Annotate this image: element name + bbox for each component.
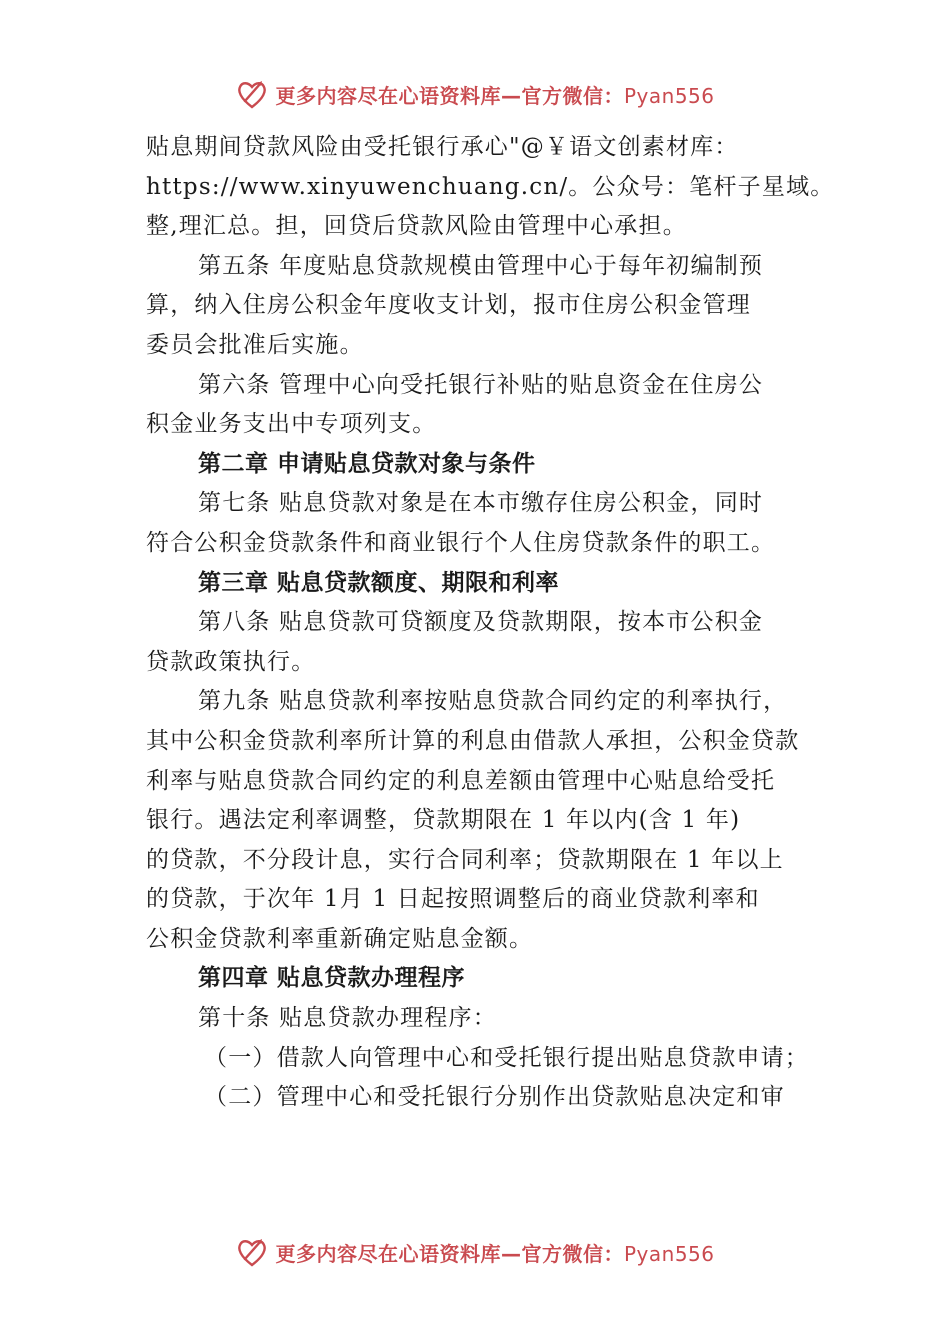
wechat-id: Pyan556: [623, 83, 715, 108]
chapter-2-heading: 第二章 申请贴息贷款对象与条件: [198, 450, 536, 477]
chapter-3-heading: 第三章 贴息贷款额度、期限和利率: [198, 569, 560, 596]
text-line: 整,理汇总。担，回贷后贷款风险由管理中心承担。: [146, 213, 687, 240]
article-7: 第七条 贴息贷款对象是在本市缴存住房公积金，同时: [198, 490, 764, 517]
text-line: 贷款政策执行。: [146, 648, 316, 675]
text-line: 积金业务支出中专项列支。: [146, 411, 437, 438]
text-line: 公积金贷款利率重新确定贴息金额。: [146, 925, 534, 952]
document-body: [146, 128, 836, 1118]
text-line: 的贷款，于次年 1月 1 日起按照调整后的商业贷款利率和: [146, 886, 760, 913]
procedure-item-1: （一）借款人向管理中心和受托银行提出贴息贷款申请；: [204, 1044, 809, 1071]
article-10: 第十条 贴息贷款办理程序：: [198, 1005, 497, 1032]
header-watermark: [0, 74, 950, 114]
text-line: 委员会批准后实施。: [146, 331, 364, 358]
wechat-id: Pyan556: [623, 1241, 715, 1266]
footer-watermark: [0, 1232, 950, 1272]
text-line: 算，纳入住房公积金年度收支计划，报市住房公积金管理: [146, 292, 751, 319]
text-line: 的贷款，不分段计息，实行合同利率；贷款期限在 1 年以上: [146, 846, 784, 873]
text-line: https://www.xinyuwenchuang.cn/。公众号：笔杆子星域。: [146, 173, 835, 200]
article-6: 第六条 管理中心向受托银行补贴的贴息资金在住房公: [198, 371, 764, 398]
article-5: 第五条 年度贴息贷款规模由管理中心于每年初编制预: [198, 252, 764, 279]
watermark-text: 更多内容尽在心语资料库—官方微信：Pyan556: [275, 83, 715, 108]
text-line: 银行。遇法定利率调整，贷款期限在 1 年以内(含 1 年): [146, 807, 741, 834]
watermark-text: 更多内容尽在心语资料库—官方微信：Pyan556: [275, 1241, 715, 1266]
heart-pen-logo-icon: [235, 1235, 269, 1269]
text-line: 贴息期间贷款风险由受托银行承心"@￥语文创素材库：: [146, 134, 739, 160]
text-line: 利率与贴息贷款合同约定的利息差额由管理中心贴息给受托: [146, 767, 776, 794]
chapter-4-heading: 第四章 贴息贷款办理程序: [198, 965, 466, 992]
heart-pen-logo-icon: [235, 77, 269, 111]
text-line: 其中公积金贷款利率所计算的利息由借款人承担，公积金贷款: [146, 727, 800, 754]
article-8: 第八条 贴息贷款可贷额度及贷款期限，按本市公积金: [198, 609, 764, 636]
procedure-item-2: （二）管理中心和受托银行分别作出贷款贴息决定和审: [204, 1084, 785, 1111]
article-9: 第九条 贴息贷款利率按贴息贷款合同约定的利率执行，: [198, 688, 788, 715]
text-line: 符合公积金贷款条件和商业银行个人住房贷款条件的职工。: [146, 529, 776, 556]
